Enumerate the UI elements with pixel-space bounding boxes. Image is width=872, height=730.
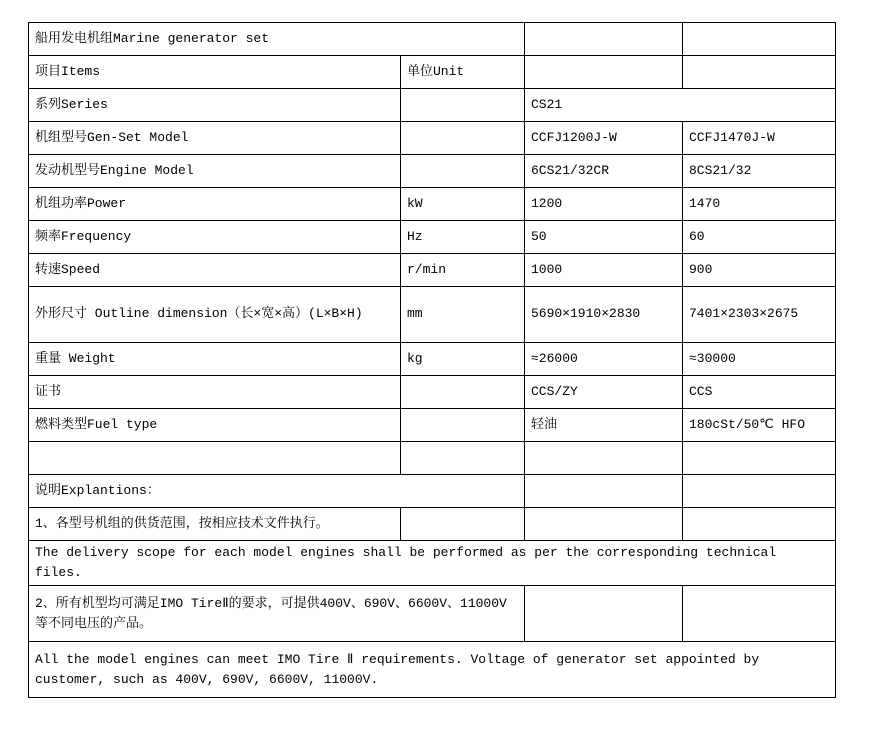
cell-empty xyxy=(525,586,683,642)
frequency-unit: Hz xyxy=(401,221,525,254)
cell-empty xyxy=(401,508,525,541)
power-unit: kW xyxy=(401,188,525,221)
genset-model-value-2: CCFJ1470J-W xyxy=(683,122,836,155)
cell-empty xyxy=(683,586,836,642)
genset-model-value-1: CCFJ1200J-W xyxy=(525,122,683,155)
certificate-value-1: CCS/ZY xyxy=(525,376,683,409)
genset-model-unit xyxy=(401,122,525,155)
engine-model-value-2: 8CS21/32 xyxy=(683,155,836,188)
cell-empty xyxy=(29,442,401,475)
cell-empty xyxy=(525,508,683,541)
cell-empty xyxy=(525,56,683,89)
cell-empty xyxy=(683,56,836,89)
dimension-unit: mm xyxy=(401,287,525,343)
speed-unit: r/min xyxy=(401,254,525,287)
note2-en: All the model engines can meet IMO Tire Ⅱ requirements. Voltage of generator set appointed by customer, such as 400V, 690V, 6600V, 11000V. xyxy=(29,642,836,698)
cell-empty xyxy=(683,23,836,56)
unit-header: 单位Unit xyxy=(401,56,525,89)
table-title: 船用发电机组Marine generator set xyxy=(29,23,525,56)
series-value: CS21 xyxy=(525,89,836,122)
dimension-label: 外形尺寸 Outline dimension（长×宽×高）(L×B×H) xyxy=(29,287,401,343)
cell-empty xyxy=(401,442,525,475)
dimension-value-1: 5690×1910×2830 xyxy=(525,287,683,343)
fuel-type-value-2: 180cSt/50℃ HFO xyxy=(683,409,836,442)
certificate-label: 证书 xyxy=(29,376,401,409)
items-header: 项目Items xyxy=(29,56,401,89)
certificate-unit xyxy=(401,376,525,409)
power-label: 机组功率Power xyxy=(29,188,401,221)
explanations-heading: 说明Explantions： xyxy=(29,475,525,508)
note1-en: The delivery scope for each model engines shall be performed as per the corresponding technical files. xyxy=(29,541,836,586)
power-value-1: 1200 xyxy=(525,188,683,221)
cell-empty xyxy=(401,89,525,122)
note2-zh: 2、所有机型均可满足IMO TireⅡ的要求，可提供400V、690V、6600V、11000V等不同电压的产品。 xyxy=(29,586,525,642)
engine-model-value-1: 6CS21/32CR xyxy=(525,155,683,188)
power-value-2: 1470 xyxy=(683,188,836,221)
cell-empty xyxy=(525,475,683,508)
document-sheet xyxy=(28,22,836,698)
note1-zh: 1、各型号机组的供货范围，按相应技术文件执行。 xyxy=(29,508,401,541)
engine-model-label: 发动机型号Engine Model xyxy=(29,155,401,188)
spec-table xyxy=(28,22,836,698)
speed-value-1: 1000 xyxy=(525,254,683,287)
genset-model-label: 机组型号Gen-Set Model xyxy=(29,122,401,155)
cell-empty xyxy=(683,508,836,541)
speed-value-2: 900 xyxy=(683,254,836,287)
certificate-value-2: CCS xyxy=(683,376,836,409)
cell-empty xyxy=(683,475,836,508)
speed-label: 转速Speed xyxy=(29,254,401,287)
weight-label: 重量 Weight xyxy=(29,343,401,376)
frequency-value-1: 50 xyxy=(525,221,683,254)
frequency-value-2: 60 xyxy=(683,221,836,254)
frequency-label: 频率Frequency xyxy=(29,221,401,254)
fuel-type-value-1: 轻油 xyxy=(525,409,683,442)
fuel-type-unit xyxy=(401,409,525,442)
series-label: 系列Series xyxy=(29,89,401,122)
cell-empty xyxy=(525,23,683,56)
weight-value-2: ≈30000 xyxy=(683,343,836,376)
fuel-type-label: 燃料类型Fuel type xyxy=(29,409,401,442)
cell-empty xyxy=(525,442,683,475)
weight-unit: kg xyxy=(401,343,525,376)
cell-empty xyxy=(683,442,836,475)
dimension-value-2: 7401×2303×2675 xyxy=(683,287,836,343)
weight-value-1: ≈26000 xyxy=(525,343,683,376)
engine-model-unit xyxy=(401,155,525,188)
